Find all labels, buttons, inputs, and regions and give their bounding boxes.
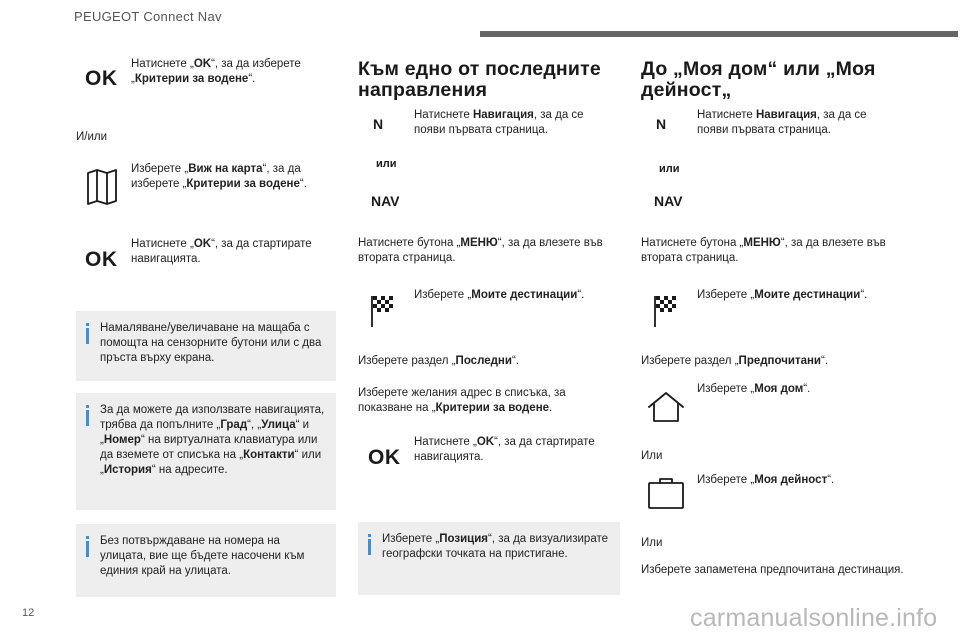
col2-step6-text: Натиснете „OK“, за да стартирате навигацията. xyxy=(414,436,595,463)
nav-icon: NAV xyxy=(371,193,400,209)
info-icon xyxy=(86,536,89,557)
note-text: Изберете „Позиция“, за да визуализирате географски точката на пристигане. xyxy=(382,533,608,560)
nav-icon: NAV xyxy=(654,193,683,209)
note-text: Без потвърждаване на номера на улицата, вие ще бъдете насочени към единия край на улицата. xyxy=(100,535,305,577)
col3-step3-text: Изберете „Моите дестинации“. xyxy=(697,289,868,301)
watermark: carmanualsonline.info xyxy=(690,604,938,632)
note-text: За да можете да използвате навигацията, трябва да попълните „Град“, „Улица“ и „Номер“ на виртуалната клавиатура или да вземете от списъка на „Контакти“ или „История“ на адресите. xyxy=(100,404,325,476)
section-title-recent: Към едно от последните направления xyxy=(358,58,601,101)
ok-icon: OK xyxy=(85,67,118,90)
north-icon: N xyxy=(656,116,667,132)
checkered-flag-icon xyxy=(370,294,396,328)
note-box-zoom xyxy=(76,311,336,381)
col2-step2-text: Натиснете бутона „МЕНЮ“, за да влезете във втората страница. xyxy=(358,237,603,264)
map-icon xyxy=(86,169,118,205)
col2-step3-text: Изберете „Моите дестинации“. xyxy=(414,289,585,301)
col3-or-text-2: Или xyxy=(641,537,663,549)
col1-step3-text: Натиснете „OK“, за да стартирате навигацията. xyxy=(131,238,312,265)
page-number: 12 xyxy=(22,607,35,619)
note-box-address xyxy=(76,393,336,510)
info-icon xyxy=(86,405,89,426)
col2-step5-text: Изберете желания адрес в списъка, за показване на „Критерии за водене. xyxy=(358,387,566,414)
info-icon xyxy=(86,323,89,344)
note-box-street xyxy=(76,524,336,597)
col3-step7-text: Изберете запаметена предпочитана дестинация. xyxy=(641,564,904,576)
col1-step1-text: Натиснете „OK“, за да изберете „Критерии за водене“. xyxy=(131,58,301,85)
header-title: PEUGEOT Connect Nav xyxy=(74,9,222,24)
col3-or-text-1: Или xyxy=(641,450,663,462)
col3-step4-text: Изберете раздел „Предпочитани“. xyxy=(641,355,829,367)
header-bar xyxy=(480,31,958,37)
or-label: или xyxy=(376,158,397,170)
ok-icon: OK xyxy=(368,446,401,469)
home-icon xyxy=(647,390,685,424)
section-title-home-work: До „Моя дом“ или „Моя дейност„ xyxy=(641,58,876,101)
note-text: Намаляване/увеличаване на мащаба с помощта на сензорните бутони или с два пръста върху екрана. xyxy=(100,322,322,364)
col2-step1-text: Натиснете Навигация, за да се появи първата страница. xyxy=(414,109,584,136)
north-icon: N xyxy=(373,116,384,132)
col1-or-text: И/или xyxy=(76,131,108,143)
checkered-flag-icon xyxy=(653,294,679,328)
col3-step6-text: Изберете „Моя дейност“. xyxy=(697,474,835,486)
briefcase-icon xyxy=(647,476,685,510)
col1-step2-text: Изберете „Виж на карта“, за да изберете „Критерии за водене“. xyxy=(131,163,307,190)
col3-step2-text: Натиснете бутона „МЕНЮ“, за да влезете във втората страница. xyxy=(641,237,886,264)
or-label: или xyxy=(659,163,680,175)
info-icon xyxy=(368,534,371,555)
col3-step1-text: Натиснете Навигация, за да се появи първата страница. xyxy=(697,109,867,136)
note-box-position xyxy=(358,522,620,595)
col3-step5-text: Изберете „Моя дом“. xyxy=(697,383,811,395)
ok-icon: OK xyxy=(85,248,118,271)
col2-step4-text: Изберете раздел „Последни“. xyxy=(358,355,519,367)
